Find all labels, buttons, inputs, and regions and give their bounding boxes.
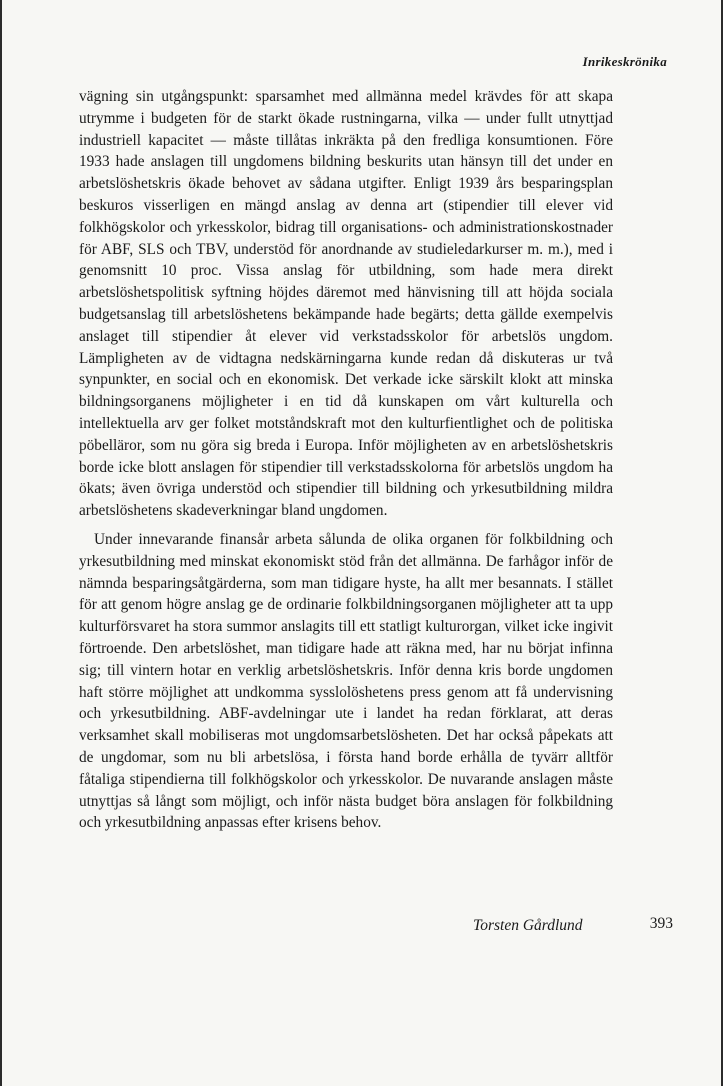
author-signature: Torsten Gårdlund — [473, 917, 583, 934]
article-body — [79, 86, 613, 834]
paragraph: vägning sin utgångspunkt: sparsamhet med allmänna medel krävdes för att skapa utrymme i budgeten för de starkt ökade rustningarna, vilka — under fullt utnyttjad industriell kapacitet — måste tillåtas inkräkta på den fredliga konsumtionen. Före 1933 hade anslagen till ungdomens bildning beskurits utan hänsyn till det under en arbetslöshetskris ökade behovet av sådana utgifter. Enligt 1939 års besparingsplan beskuros visserligen en mängd anslag av denna art (stipendier till elever vid folkhögskolor och yrkesskolor, bidrag till organisations- och administrationskostnader för ABF, SLS och TBV, understöd för anordnande av studieledarkurser m. m.), med i genomsnitt 10 proc. Vissa anslag för utbildning, som hade mera direkt arbetslöshetspolitisk syftning höjdes däremot med hänvisning till att höjda sociala budgetsanslag till arbetslöshetens bekämpande hade begärts; detta gällde exempelvis anslaget till stipendier åt elever vid verkstadsskolor för arbetslös ungdom. Lämpligheten av de vidtagna nedskärningarna kunde redan då diskuteras ur två synpunkter, en social och en ekonomisk. Det verkade icke särskilt klokt att minska bildningsorganens möjligheter i en tid då kunskapen om vårt kulturella och intellektuella arv ger folket motståndskraft mot den kulturfientlighet och de politiska pöbelläror, som nu göra sig breda i Europa. Inför möjligheten av en arbetslöshetskris borde icke blott anslagen för stipendier till verkstadsskolorna för arbetslös ungdom ha ökats; även övriga understöd och stipendier till bildning och yrkesutbildning mildra arbetslöshetens skadeverkningar bland ungdomen. — [79, 88, 613, 520]
page-number: 393 — [649, 915, 673, 932]
paragraph: Under innevarande finansår arbeta sålunda de olika organen för folkbildning och yrkesutbildning med minskat ekonomiskt stöd från det allmänna. De farhågor inför de nämnda besparingsåtgärderna, som man tidigare hyste, ha allt mer besannats. I stället för att genom högre anslag ge de ordinarie folkbildningsorganen möjligheter att ta upp kulturförsvaret ha stora summor anslagits till ett statligt kulturorgan, vilket icke ingivit förtroende. Den arbetslöshet, man tidigare hade att räkna med, har nu börjat infinna sig; till vintern hotar en verklig arbetslöshetskris. Inför denna kris borde ungdomen haft större möjlighet att undkomma sysslolöshetens press genom att få undervisning och yrkesutbildning. ABF-avdelningar ute i landet ha redan förklarat, att deras verksamhet skall mobiliseras mot ungdomsarbetslösheten. Det har också påpekats att de ungdomar, som nu bli arbetslösa, i första hand borde erhålla de tyvärr alltför fåtaliga stipendierna till folkhögskolor och yrkesskolor. De nuvarande anslagen måste utnyttjas så långt som möjligt, och inför nästa budget böra anslagen för folkbildning och yrkesutbildning anpassas efter krisens behov. — [79, 530, 613, 832]
running-head: Inrikeskrönika — [582, 54, 667, 69]
